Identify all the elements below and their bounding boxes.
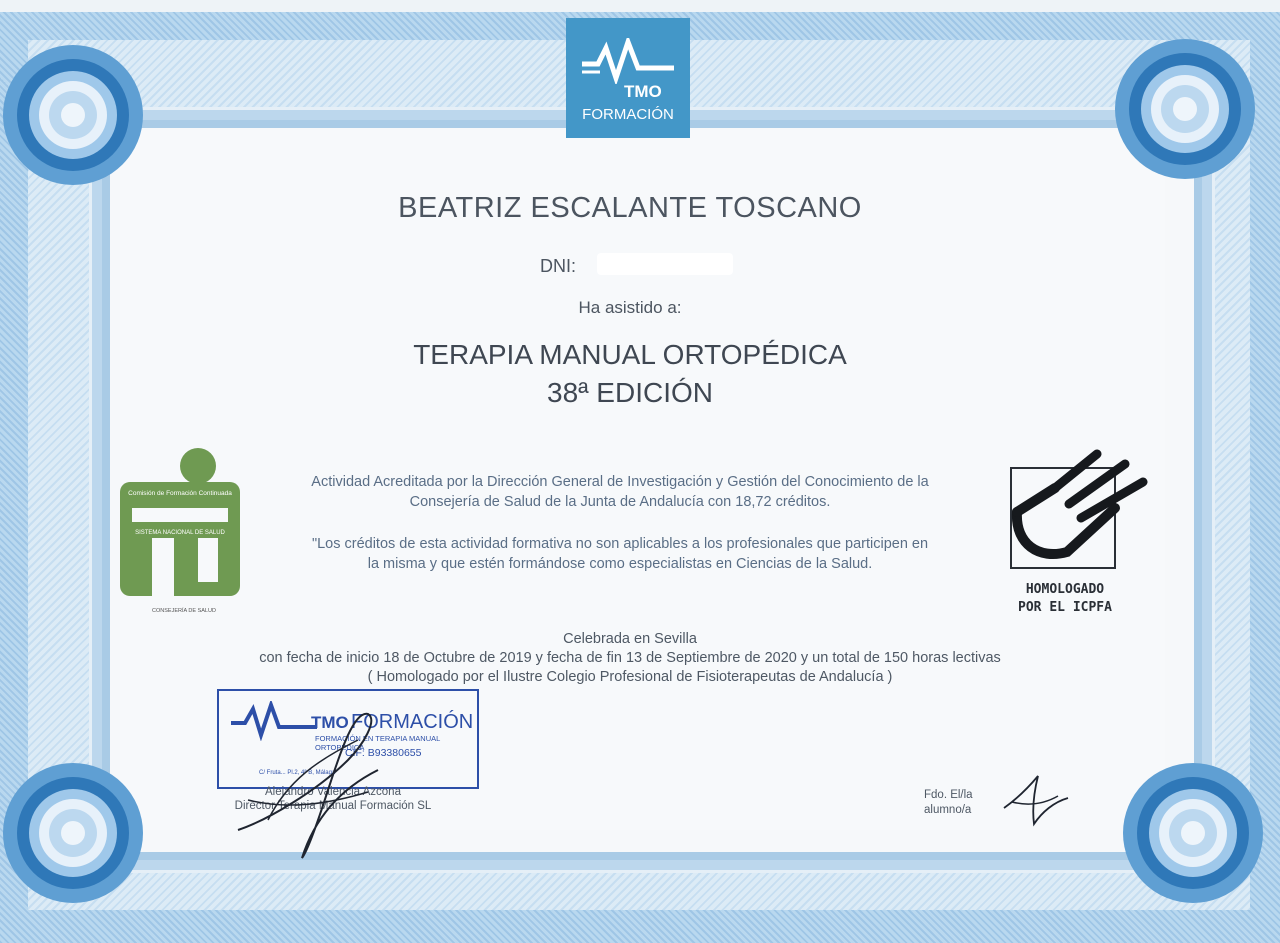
hand-icon xyxy=(1005,448,1155,578)
rosette-top-left xyxy=(0,40,148,190)
tmo-formacion-logo xyxy=(566,18,690,138)
student-signature-label xyxy=(924,788,990,818)
stamp-subtitle: FORMACIÓN EN TERAPIA MANUAL ORTOPÉDICA xyxy=(315,734,441,752)
icpfa-line-2: POR EL ICPFA xyxy=(1018,600,1112,615)
logo-formacion-text: FORMACIÓN xyxy=(582,106,674,123)
student-signature xyxy=(998,768,1078,832)
icpfa-label xyxy=(1005,581,1125,617)
accreditation-line-1: Actividad Acreditada por la Dirección General de Investigación y Gestión del Conocimiento de la xyxy=(311,474,929,490)
icpfa-logo xyxy=(1005,448,1155,620)
director-name: Alejandro Valencia Azcona xyxy=(265,786,401,798)
accreditation-text xyxy=(250,472,990,512)
dni-label: DNI: xyxy=(540,256,576,276)
fdo-line-2: alumno/a xyxy=(924,804,972,816)
logo-tmo-text: TMO xyxy=(624,82,662,101)
celebration-line-1: Celebrada en Sevilla xyxy=(563,631,697,647)
credits-note-line-2: la misma y que estén formándose como especialistas en Ciencias de la Salud. xyxy=(367,556,873,572)
wave-icon xyxy=(580,38,676,84)
credits-note xyxy=(250,534,990,574)
credits-note-line-1: "Los créditos de esta actividad formativa no son aplicables a los profesionales que participen en xyxy=(311,536,929,552)
recipient-name: BEATRIZ ESCALANTE TOSCANO xyxy=(398,192,862,224)
course-block xyxy=(240,336,1020,412)
rosette-bottom-right xyxy=(1118,758,1268,908)
fdo-line-1: Fdo. El/la xyxy=(924,789,973,801)
cfc-band-text: SISTEMA NACIONAL DE SALUD xyxy=(135,530,225,536)
cfc-logo xyxy=(118,446,244,616)
stamp-formacion: FORMACIÓN xyxy=(351,711,474,733)
cfc-top-text: Comisión de Formación Continuada xyxy=(128,490,232,497)
stamp-address: C/ Fruta... Pl.2, 4ª B, Málaga xyxy=(259,770,336,776)
celebration-line-3: ( Homologado por el Ilustre Colegio Profesional de Fisioterapeutas de Andalucía ) xyxy=(367,669,893,685)
celebration-text xyxy=(150,630,1110,687)
director-role: Director Terapia Manual Formación SL xyxy=(234,800,432,812)
stamp-tmo: TMO xyxy=(311,713,349,732)
dni-redaction xyxy=(597,253,733,275)
rosette-bottom-left xyxy=(0,758,148,908)
icpfa-line-1: HOMOLOGADO xyxy=(1025,582,1105,597)
stamp-cif: CIF: B93380655 xyxy=(345,747,422,759)
celebration-line-2: con fecha de inicio 18 de Octubre de 2019 y fecha de fin 13 de Septiembre de 2020 y un total de 150 horas lectivas xyxy=(259,650,1001,666)
cfc-bottom-text: CONSEJERÍA DE SALUD xyxy=(152,608,216,614)
accreditation-line-2: Consejería de Salud de la Junta de Andalucía con 18,72 créditos. xyxy=(409,494,831,510)
course-title: TERAPIA MANUAL ORTOPÉDICA xyxy=(413,339,847,370)
course-edition: 38ª EDICIÓN xyxy=(547,377,713,408)
rosette-top-right xyxy=(1110,34,1260,184)
attended-label: Ha asistido a: xyxy=(578,298,682,317)
director-signature xyxy=(228,700,398,870)
